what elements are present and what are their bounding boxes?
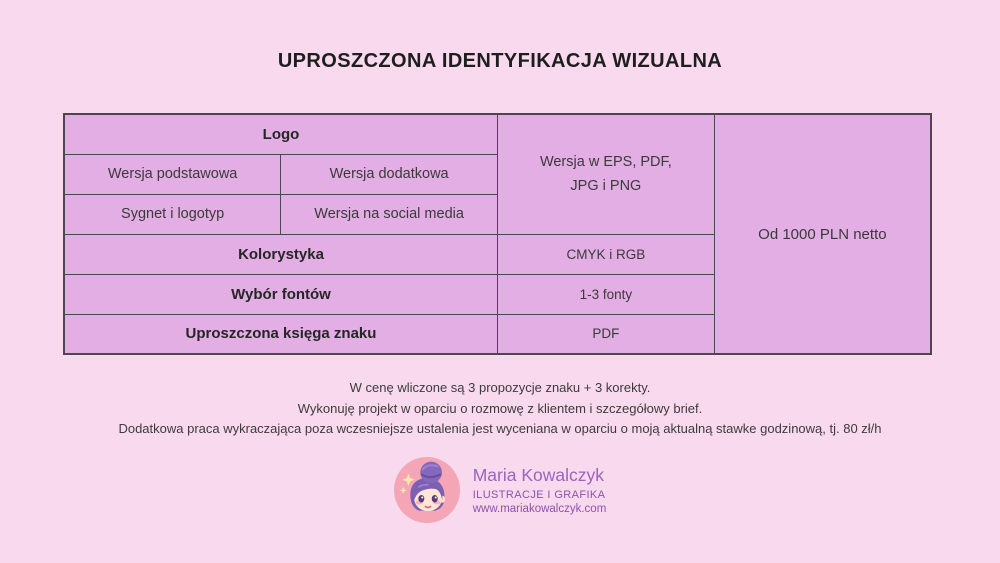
logo-variant-signet: Sygnet i logotyp xyxy=(64,194,281,234)
note-line-3: Dodatkowa praca wykraczająca poza wczesniejsze ustalenia jest wyceniana w oparciu o moją aktualną stawke godzinową, tj. 80 zł/h xyxy=(118,421,882,436)
brand-signature xyxy=(0,457,1000,523)
price-cell: Od 1000 PLN netto xyxy=(714,114,931,354)
brand-text-block xyxy=(473,465,607,515)
note-line-1: W cenę wliczone są 3 propozycje znaku + 3 korekty. xyxy=(349,380,651,395)
logo-variant-basic: Wersja podstawowa xyxy=(64,154,281,194)
formats-line1: Wersja w EPS, PDF, xyxy=(539,154,672,171)
logo-variant-social: Wersja na social media xyxy=(281,194,498,234)
row-label-brandbook: Uproszczona księga znaku xyxy=(64,314,498,354)
page-title: UPROSZCZONA IDENTYFIKACJA WIZUALNA xyxy=(277,50,723,72)
brand-website: www.mariakowalczyk.com xyxy=(472,503,607,515)
brand-tagline: ILUSTRACJE I GRAFIKA xyxy=(472,489,606,501)
row-value-colors: CMYK i RGB xyxy=(498,234,715,274)
formats-line2: JPG i PNG xyxy=(570,178,642,195)
row-label-colors: Kolorystyka xyxy=(64,234,498,274)
logo-variant-additional: Wersja dodatkowa xyxy=(281,154,498,194)
pricing-table xyxy=(63,113,932,355)
row-value-brandbook: PDF xyxy=(498,314,715,354)
girl-avatar-icon xyxy=(394,457,460,523)
logo-section-header: Logo xyxy=(64,114,498,154)
row-value-fonts: 1-3 fonty xyxy=(498,274,715,314)
note-line-2: Wykonuję projekt w oparciu o rozmowę z klientem i szczegółowy brief. xyxy=(297,400,703,416)
table-row xyxy=(64,114,931,154)
row-label-fonts: Wybór fontów xyxy=(64,274,498,314)
footer-notes xyxy=(0,378,1000,440)
formats-cell xyxy=(498,114,715,234)
brand-name: Maria Kowalczyk xyxy=(472,465,605,485)
